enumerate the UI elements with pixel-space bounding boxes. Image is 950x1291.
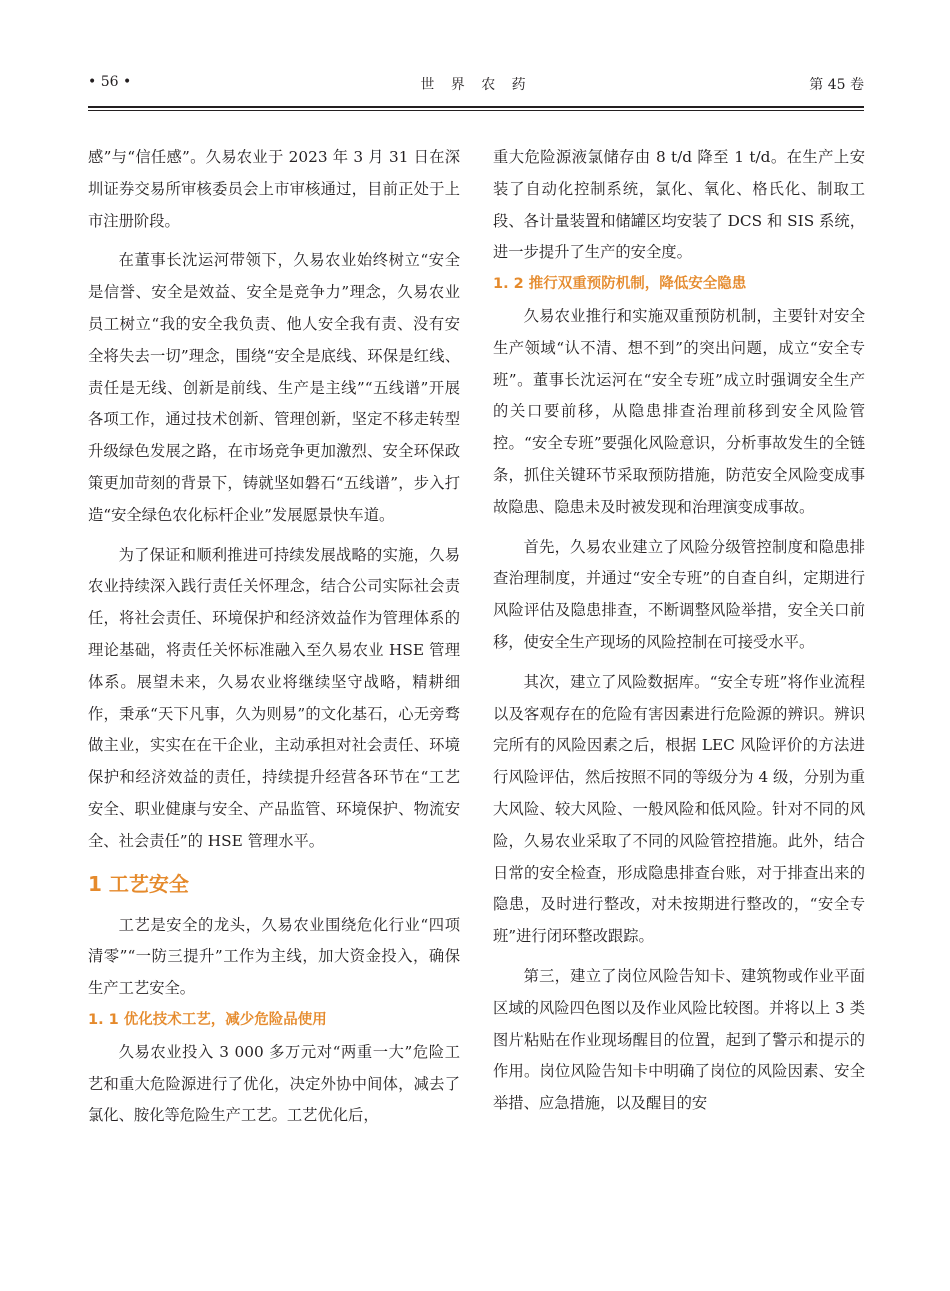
paragraph: 首先，久易农业建立了风险分级管控制度和隐患排查治理制度，并通过“安全专班”的自查自纠，定期进行风险评估及隐患排查，不断调整风险举措，安全关口前移，使安全生产现场的风险控制在可接受水平。	[493, 537, 865, 651]
paragraph: 久易农业投入 3 000 多万元对“两重一大”危险工艺和重大危险源进行了优化，决定外协中间体，减去了氯化、胺化等危险生产工艺。工艺优化后，	[88, 1042, 460, 1125]
page-number: • 56 •	[88, 74, 132, 90]
header-rule-thick	[88, 106, 864, 108]
paragraph: 第三，建立了岗位风险告知卡、建筑物或作业平面区域的风险四色图以及作业风险比较图。并将以上 3 类图片粘贴在作业现场醒目的位置，起到了警示和提示的作用。岗位风险告知卡中明确了岗位的风险因素、安全举措、应急措施，以及醒目的安	[493, 966, 865, 1113]
paragraph: 重大危险源液氯储存由 8 t/d 降至 1 t/d。在生产上安装了自动化控制系统，氯化、氧化、格氏化、制取工段、各计量装置和储罐区均安装了 DCS 和 SIS 系统，进一步提升了生产的安全度。	[493, 148, 865, 262]
left-column	[88, 142, 460, 1132]
page-header	[88, 74, 864, 96]
paragraph: 其次，建立了风险数据库。“安全专班”将作业流程以及客观存在的危险有害因素进行危险源的辨识。辨识完所有的风险因素之后，根据 LEC 风险评价的方法进行风险评估，然后按照不同的等级分为 4 级，分别为重大风险、较大风险、一般风险和低风险。针对不同的风险，久易农业采取了不同的风险管控措施。此外，结合日常的安全检查，形成隐患排查台账，对于排查出来的隐患，及时进行整改，对未按期进行整改的，“安全专班”进行闭环整改跟踪。	[493, 672, 865, 946]
subsection-heading: 1. 1 优化技术工艺，减少危险品使用	[88, 1011, 327, 1028]
paragraph: 在董事长沈运河带领下，久易农业始终树立“安全是信誉、安全是效益、安全是竞争力”理念，久易农业员工树立“我的安全我负责、他人安全我有责、没有安全将失去一切”理念，围绕“安全是底线、环保是红线、责任是无线、创新是前线、生产是主线”“五线谱”开展各项工作，通过技术创新、管理创新，坚定不移走转型升级绿色发展之路，在市场竞争更加激烈、安全环保政策更加苛刻的背景下，铸就坚如磐石“五线谱”，步入打造“安全绿色农化标杆企业”发展愿景快车道。	[88, 251, 460, 524]
subsection-heading: 1. 2 推行双重预防机制，降低安全隐患	[493, 276, 747, 293]
paragraph: 为了保证和顺利推进可持续发展战略的实施，久易农业持续深入践行责任关怀理念，结合公司实际社会责任，将社会责任、环境保护和经济效益作为管理体系的理论基础，将责任关怀标准融入至久易农业 HSE 管理体系。展望未来，久易农业将继续坚守战略，精耕细作，秉承“天下凡事，久为则易”的文化基石，心无旁骛做主业，实实在在干企业，主动承担对社会责任、环境保护和经济效益的责任，持续提升经营各环节在“工艺安全、职业健康与安全、产品监管、环境保护、物流安全、社会责任”的 HSE 管理水平。	[88, 545, 460, 850]
journal-title: 世 界 农 药	[420, 77, 532, 93]
header-rule-thin	[88, 110, 864, 111]
section-heading: 1 工艺安全	[88, 871, 189, 896]
right-column	[493, 142, 865, 1120]
paragraph: 感”与“信任感”。久易农业于 2023 年 3 月 31 日在深圳证券交易所审核委员会上市审核通过，目前正处于上市注册阶段。	[88, 148, 460, 230]
paragraph: 久易农业推行和实施双重预防机制，主要针对安全生产领域“认不清、想不到”的突出问题，成立“安全专班”。董事长沈运河在“安全专班”成立时强调安全生产的关口要前移，从隐患排查治理前移到安全风险管控。“安全专班”要强化风险意识，分析事故发生的全链条，抓住关键环节采取预防措施，防范安全风险变成事故隐患、隐患未及时被发现和治理演变成事故。	[493, 306, 865, 516]
volume-label: 第 45 卷	[809, 77, 864, 93]
paragraph: 工艺是安全的龙头，久易农业围绕危化行业“四项清零”“一防三提升”工作为主线，加大资金投入，确保生产工艺安全。	[88, 915, 460, 998]
